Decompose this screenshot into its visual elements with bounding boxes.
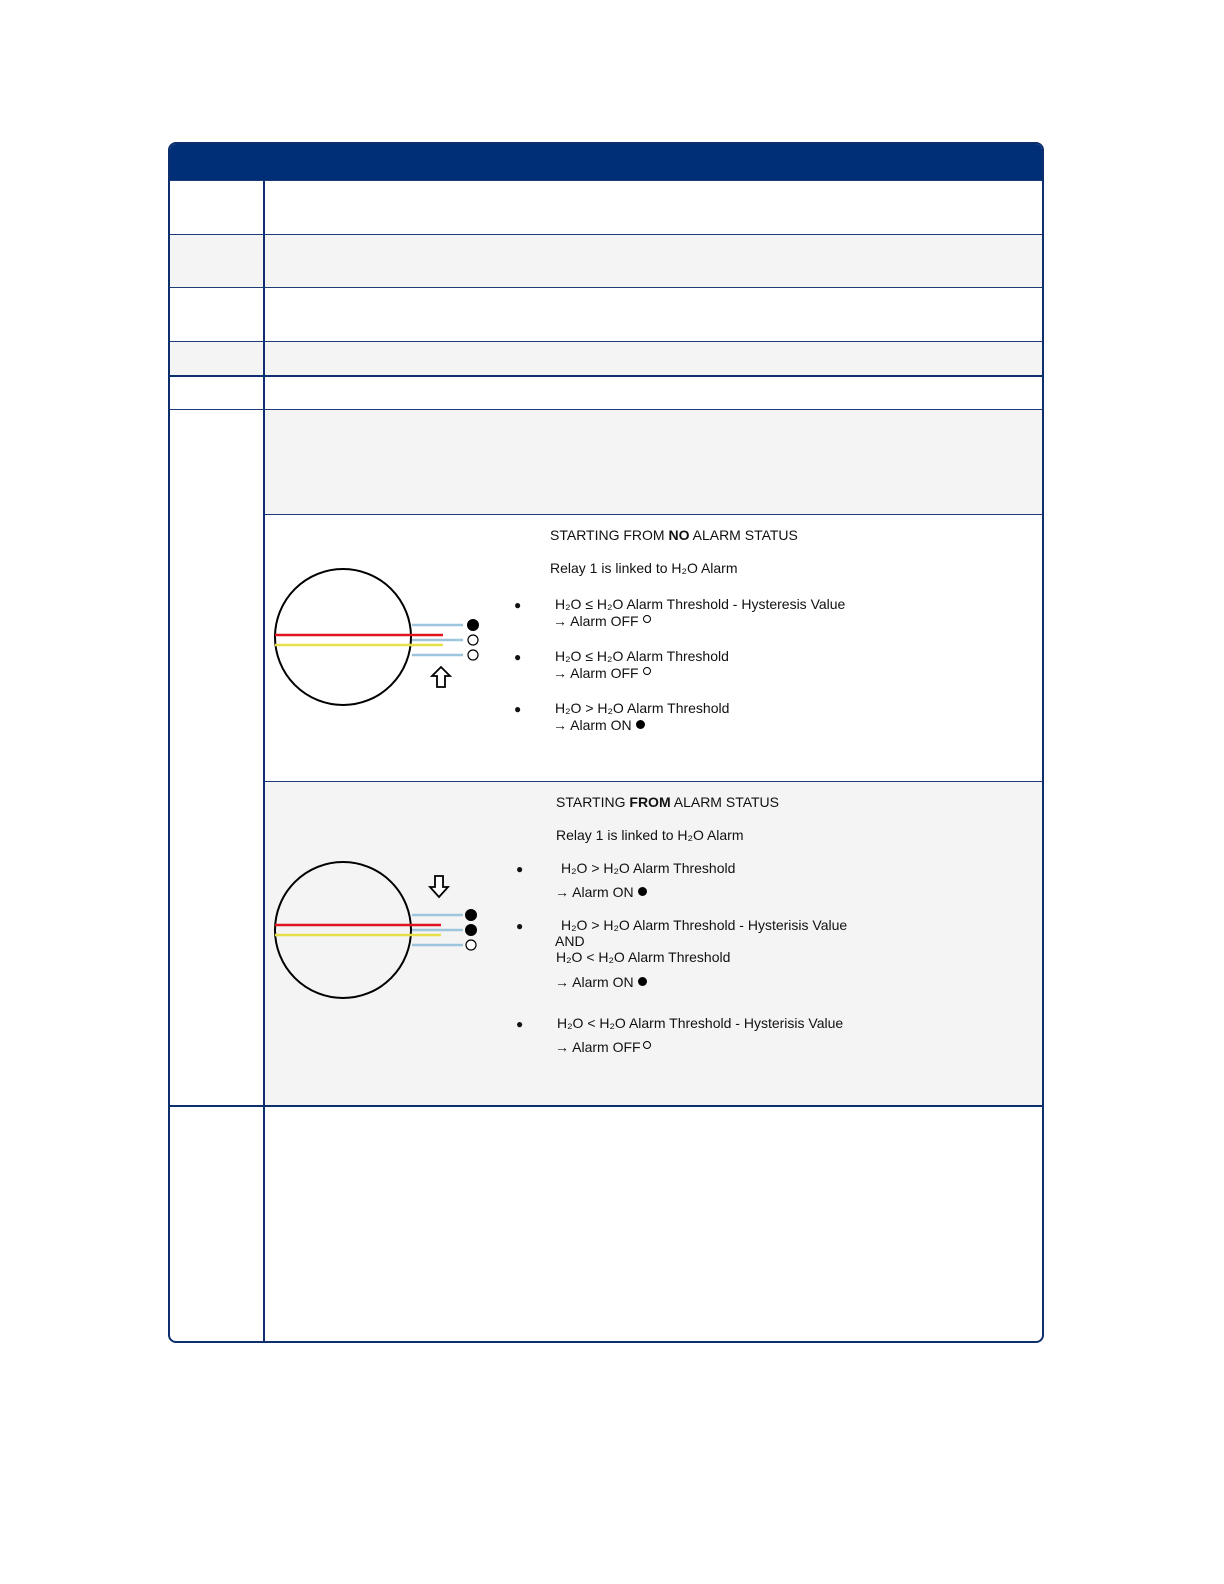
row-label-cell	[170, 377, 265, 409]
from-alarm-item-2-result: → Alarm ON	[555, 974, 647, 991]
bullet-marker: ●	[516, 1017, 524, 1031]
table-row	[170, 180, 1042, 234]
bullet-marker: ●	[516, 862, 524, 876]
from-alarm-panel	[265, 781, 1042, 1106]
table-row	[170, 1105, 1042, 1343]
alarm-logic-row	[170, 409, 1042, 1105]
alarm-on-indicator	[636, 720, 645, 729]
table-row	[170, 341, 1042, 375]
no-alarm-item-3-result: → Alarm ON	[553, 717, 645, 734]
alarm-off-indicator	[643, 615, 651, 623]
row-label-cell	[170, 235, 265, 287]
bullet-marker: ●	[514, 598, 522, 612]
no-alarm-item-3: H₂O > H₂O Alarm Threshold	[555, 700, 730, 716]
row-label-cell	[170, 342, 265, 375]
no-alarm-item-1: H₂O ≤ H₂O Alarm Threshold - Hysteresis Value	[555, 596, 846, 612]
table-row	[170, 375, 1042, 409]
alarm-on-indicator	[638, 887, 647, 896]
no-alarm-title: STARTING FROM NO ALARM STATUS	[550, 527, 798, 543]
relay-diagram-rising	[265, 545, 495, 745]
from-alarm-item-3-result: → Alarm OFF	[555, 1039, 651, 1056]
no-alarm-item-1-result: → Alarm OFF	[553, 613, 651, 630]
from-alarm-item-2: H₂O > H₂O Alarm Threshold - Hysterisis Value	[561, 917, 848, 933]
from-alarm-item-1-result: → Alarm ON	[555, 884, 647, 901]
from-alarm-item-3: H₂O < H₂O Alarm Threshold - Hysterisis Value	[557, 1015, 844, 1031]
relay-diagram-falling	[265, 852, 495, 1082]
no-alarm-relay-line: Relay 1 is linked to H₂O Alarm	[550, 560, 738, 576]
parameter-table	[168, 142, 1044, 1343]
from-alarm-item-2-cond: H₂O < H₂O Alarm Threshold	[556, 949, 731, 965]
no-alarm-item-2: H₂O ≤ H₂O Alarm Threshold	[555, 648, 729, 664]
alarm-off-indicator	[643, 667, 651, 675]
table-row	[170, 234, 1042, 287]
bullet-marker: ●	[514, 702, 522, 716]
alarm-off-indicator	[643, 1041, 651, 1049]
bullet-marker: ●	[514, 650, 522, 664]
no-alarm-panel	[265, 514, 1042, 781]
alarm-on-indicator	[638, 977, 647, 986]
from-alarm-title: STARTING FROM ALARM STATUS	[556, 794, 779, 810]
table-row	[170, 287, 1042, 341]
from-alarm-relay-line: Relay 1 is linked to H₂O Alarm	[556, 827, 744, 843]
row-label-cell	[170, 410, 265, 1105]
from-alarm-item-1: H₂O > H₂O Alarm Threshold	[561, 860, 736, 876]
row-label-cell	[170, 1107, 265, 1343]
row-label-cell	[170, 288, 265, 341]
alarm-description-cell	[265, 410, 1042, 514]
from-alarm-item-2-and: AND	[555, 933, 585, 949]
bullet-marker: ●	[516, 919, 524, 933]
row-label-cell	[170, 181, 265, 234]
table-header-bar	[170, 144, 1042, 180]
no-alarm-item-2-result: → Alarm OFF	[553, 665, 651, 682]
